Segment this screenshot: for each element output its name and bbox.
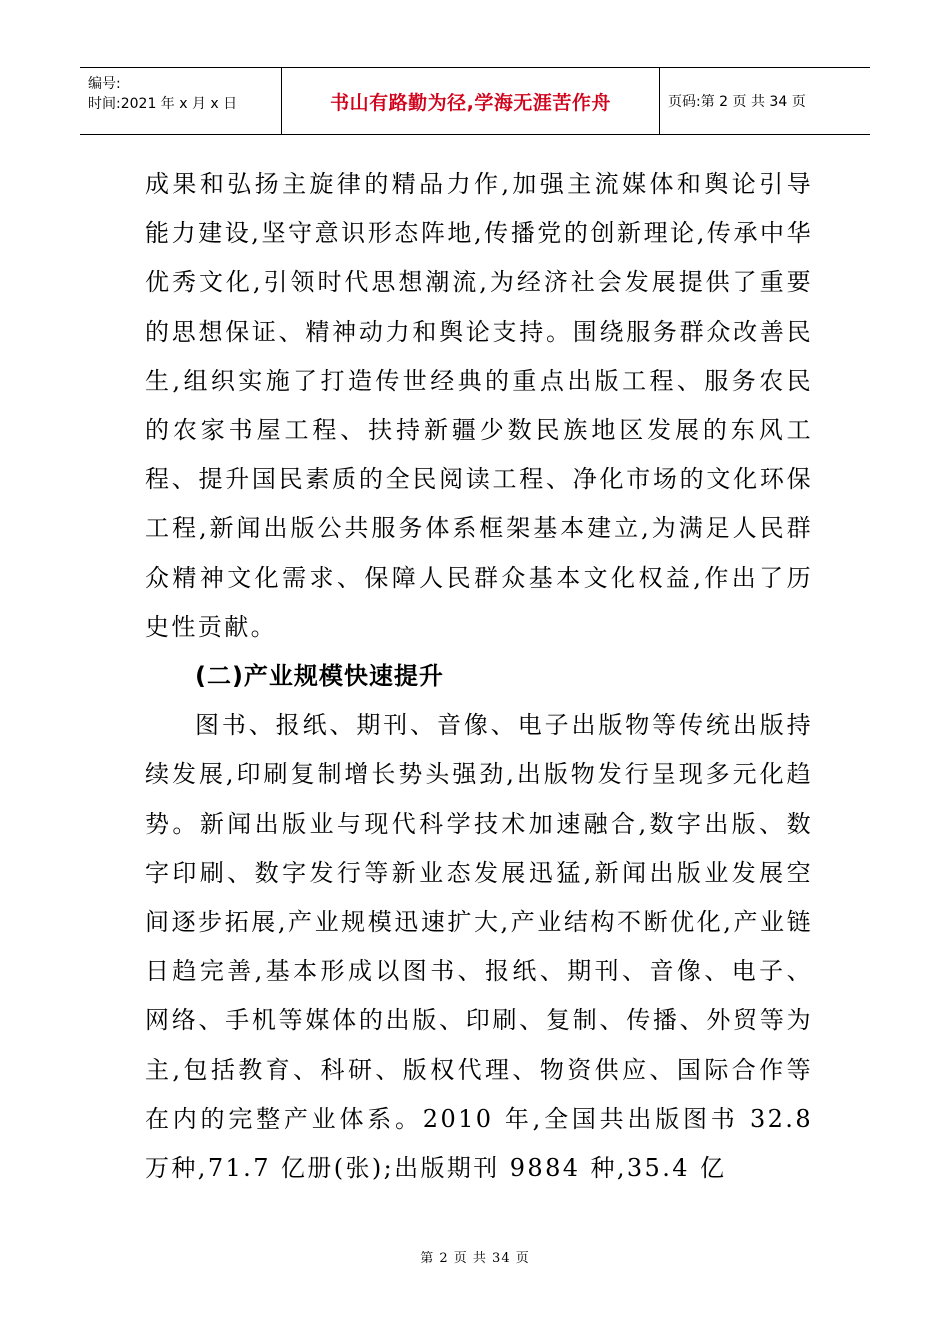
document-time-label: 时间:2021 年 x 月 x 日	[88, 96, 238, 112]
header-meta	[80, 68, 282, 134]
paragraph-1: 成果和弘扬主旋律的精品力作,加强主流媒体和舆论引导能力建设,坚守意识形态阵地,传播党的创新理论,传承中华优秀文化,引领时代思想潮流,为经济社会发展提供了重要的思想保证、精神动力和舆论支持。围绕服务群众改善民生,组织实施了打造传世经典的重点出版工程、服务农民的农家书屋工程、扶持新疆少数民族地区发展的东风工程、提升国民素质的全民阅读工程、净化市场的文化环保工程,新闻出版公共服务体系框架基本建立,为满足人民群众精神文化需求、保障人民群众基本文化权益,作出了历史性贡献。	[145, 170, 813, 641]
header-motto: 书山有路勤为径,学海无涯苦作舟	[282, 68, 660, 134]
document-body	[145, 160, 813, 1193]
paragraph-2: 图书、报纸、期刊、音像、电子出版物等传统出版持续发展,印刷复制增长势头强劲,出版物发行呈现多元化趋势。新闻出版业与现代科学技术加速融合,数字出版、数字印刷、数字发行等新业态发展迅猛,新闻出版业发展空间逐步拓展,产业规模迅速扩大,产业结构不断优化,产业链日趋完善,基本形成以图书、报纸、期刊、音像、电子、网络、手机等媒体的出版、印刷、复制、传播、外贸等为主,包括教育、科研、版权代理、物资供应、国际合作等在内的完整产业体系。2010 年,全国共出版图书 32.8 万种,71.7 亿册(张);出版期刊 9884 种,35.4 亿	[145, 711, 813, 1183]
header-page-info: 页码:第 2 页 共 34 页	[668, 94, 806, 110]
section-heading-2: (二)产业规模快速提升	[195, 662, 444, 691]
page-header	[80, 67, 870, 135]
page-footer: 第 2 页 共 34 页	[420, 1251, 530, 1266]
document-number-label: 编号:	[88, 76, 121, 92]
